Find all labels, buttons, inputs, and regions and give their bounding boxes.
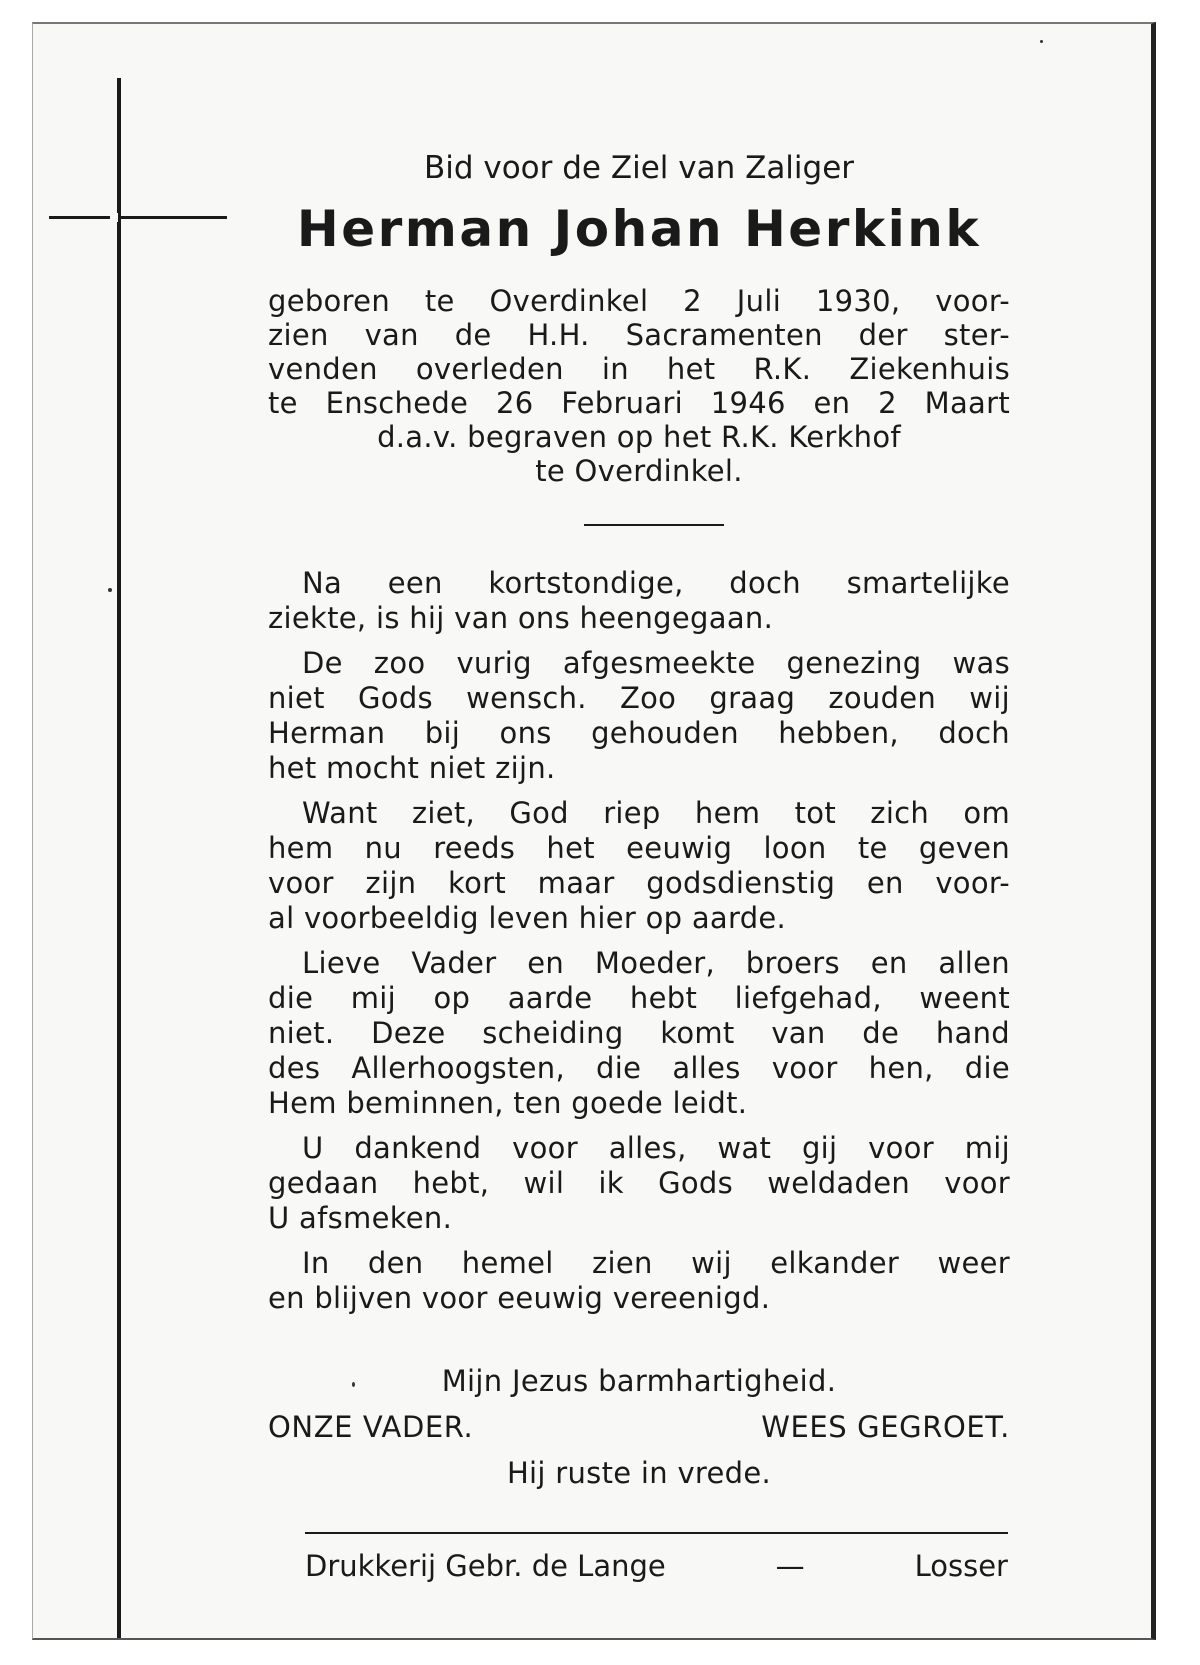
cross-horizontal-bar: [49, 216, 227, 219]
paragraph-line: hem nu reeds het eeuwig loon te geven: [268, 831, 1010, 865]
printer-imprint: [305, 1549, 1008, 1583]
divider-short: [584, 524, 724, 526]
paragraph-line: niet Gods wensch. Zoo graag zouden wij: [268, 681, 1010, 715]
cross-vertical-bar: [117, 78, 121, 1638]
paragraph-line: het mocht niet zijn.: [268, 751, 556, 785]
paragraph-line: De zoo vurig afgesmeekte genezing was: [302, 646, 1010, 680]
paragraph: [268, 1246, 1010, 1316]
printer-dash: —: [775, 1549, 805, 1583]
intro-line: geboren te Overdinkel 2 Juli 1930, voor-: [268, 284, 1010, 318]
paragraph: [268, 946, 1010, 1121]
paragraph-line: ziekte, is hij van ons heengegaan.: [268, 601, 774, 635]
paragraph-line: voor zijn kort maar godsdienstig en voor-: [268, 866, 1010, 900]
paragraph: [268, 1131, 1010, 1236]
rest-in-peace: Hij ruste in vrede.: [506, 1456, 772, 1490]
body-text: [268, 566, 1010, 1326]
paragraph-line: des Allerhoogsten, die alles voor hen, die: [268, 1051, 1010, 1085]
paragraph-line: U afsmeken.: [268, 1201, 453, 1235]
divider-long: [305, 1532, 1008, 1534]
paragraph-line: gedaan hebt, wil ik Gods weldaden voor: [268, 1166, 1010, 1200]
paragraph: [268, 566, 1010, 636]
paragraph-line: Hem beminnen, ten goede leidt.: [268, 1086, 748, 1120]
paragraph-line: die mij op aarde hebt liefgehad, weent: [268, 981, 1010, 1015]
deceased-name: Herman Johan Herkink: [296, 200, 982, 258]
paragraph: [268, 646, 1010, 786]
cross-gap: [110, 213, 118, 222]
paragraph-line: al voorbeeldig leven hier op aarde.: [268, 901, 787, 935]
intro-line: d.a.v. begraven op het R.K. Kerkhof: [377, 420, 901, 454]
paragraph-line: In den hemel zien wij elkander weer: [302, 1246, 1010, 1280]
paragraph: [268, 796, 1010, 936]
intro-block: [268, 284, 1010, 488]
intro-line: venden overleden in het R.K. Ziekenhuis: [268, 352, 1010, 386]
prayer-wees-gegroet: WEES GEGROET.: [761, 1410, 1010, 1444]
paragraph-line: niet. Deze scheiding komt van de hand: [268, 1016, 1010, 1050]
paragraph-line: Lieve Vader en Moeder, broers en allen: [302, 946, 1010, 980]
speck: [108, 588, 112, 592]
invocation: Mijn Jezus barmhartigheid.: [441, 1364, 837, 1398]
prayer-heading: Bid voor de Ziel van Zaliger: [423, 150, 855, 186]
prayer-onze-vader: ONZE VADER.: [268, 1410, 474, 1444]
intro-line: zien van de H.H. Sacramenten der ster-: [268, 318, 1010, 352]
prayer-row: [268, 1410, 1010, 1444]
paragraph-line: Herman bij ons gehouden hebben, doch: [268, 716, 1010, 750]
paragraph-line: Na een kortstondige, doch smartelijke: [302, 566, 1010, 600]
paragraph-line: Want ziet, God riep hem tot zich om: [302, 796, 1010, 830]
closing-block: [268, 1364, 1010, 1490]
printer-place: Losser: [914, 1549, 1008, 1583]
paragraph-line: en blijven voor eeuwig vereenigd.: [268, 1281, 771, 1315]
intro-line: te Enschede 26 Februari 1946 en 2 Maart: [268, 386, 1010, 420]
printer-name: Drukkerij Gebr. de Lange: [305, 1549, 666, 1583]
speck: [1040, 40, 1043, 43]
intro-line: te Overdinkel.: [535, 454, 743, 488]
paragraph-line: U dankend voor alles, wat gij voor mij: [302, 1131, 1010, 1165]
